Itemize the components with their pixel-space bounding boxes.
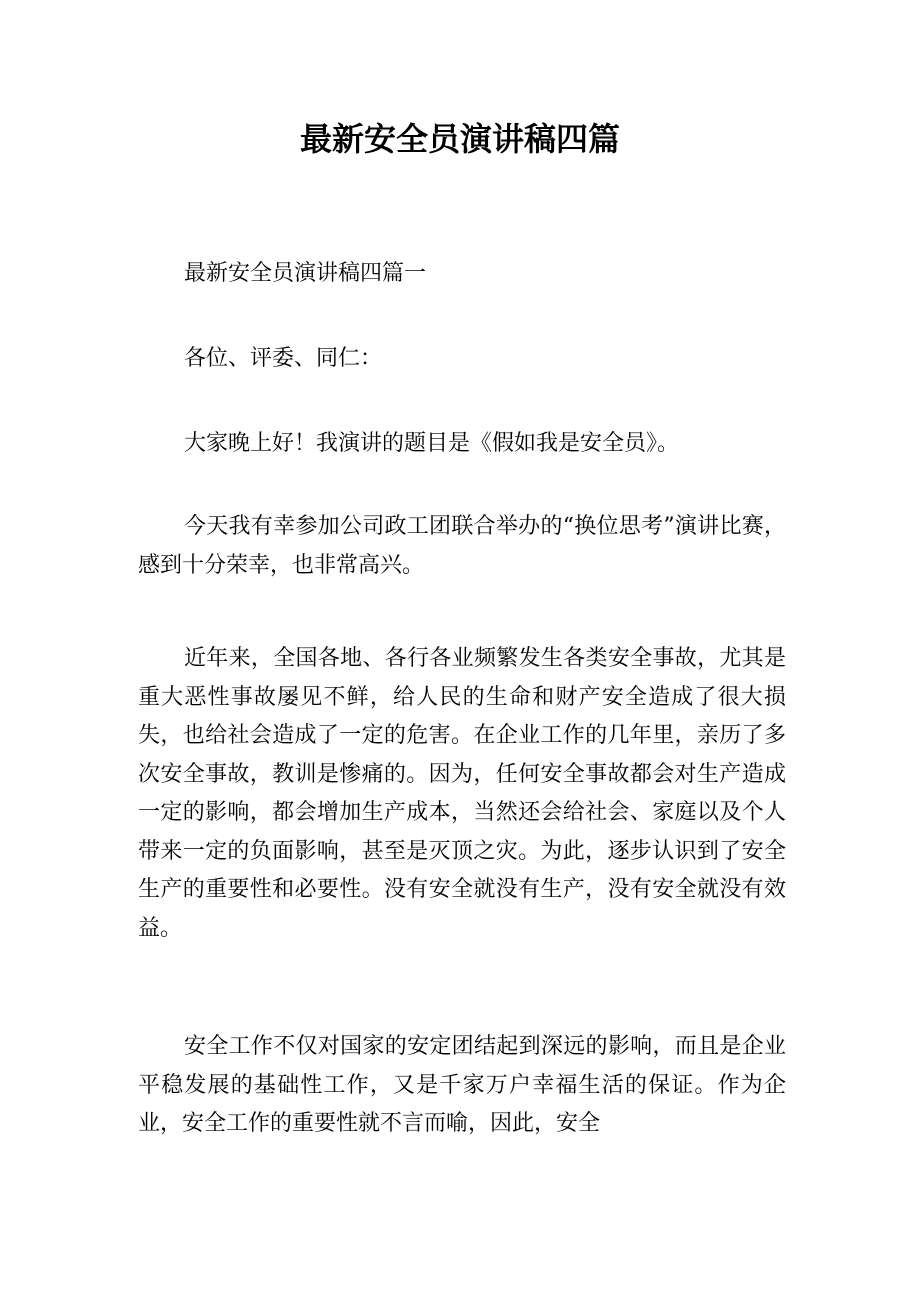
greeting-paragraph: 大家晚上好！我演讲的题目是《假如我是安全员》。 bbox=[184, 431, 680, 456]
section-heading: 最新安全员演讲稿四篇一 bbox=[184, 261, 427, 286]
body-paragraph-importance: 安全工作不仅对国家的安定团结起到深远的影响，而且是企业平稳发展的基础性工作，又是千家万户幸福生活的保证。作为企业，安全工作的重要性就不言而喻，因此，安全 bbox=[138, 1034, 786, 1136]
document-title: 最新安全员演讲稿四篇 bbox=[299, 120, 620, 158]
salutation-paragraph: 各位、评委、同仁： bbox=[184, 346, 383, 371]
body-paragraph-intro: 今天我有幸参加公司政工团联合举办的“换位思考”演讲比赛，感到十分荣幸，也非常高兴。 bbox=[138, 514, 786, 578]
body-paragraph-accidents: 近年来，全国各地、各行各业频繁发生各类安全事故，尤其是重大恶性事故屡见不鲜，给人民的生命和财产安全造成了很大损失，也给社会造成了一定的危害。在企业工作的几年里，亲历了多次安全事故，教训是惨痛的。因为，任何安全事故都会对生产造成一定的影响，都会增加生产成本，当然还会给社会、家庭以及个人带来一定的负面影响，甚至是灭顶之灾。为此，逐步认识到了安全生产的重要性和必要性。没有安全就没有生产，没有安全就没有效益。 bbox=[138, 646, 786, 941]
